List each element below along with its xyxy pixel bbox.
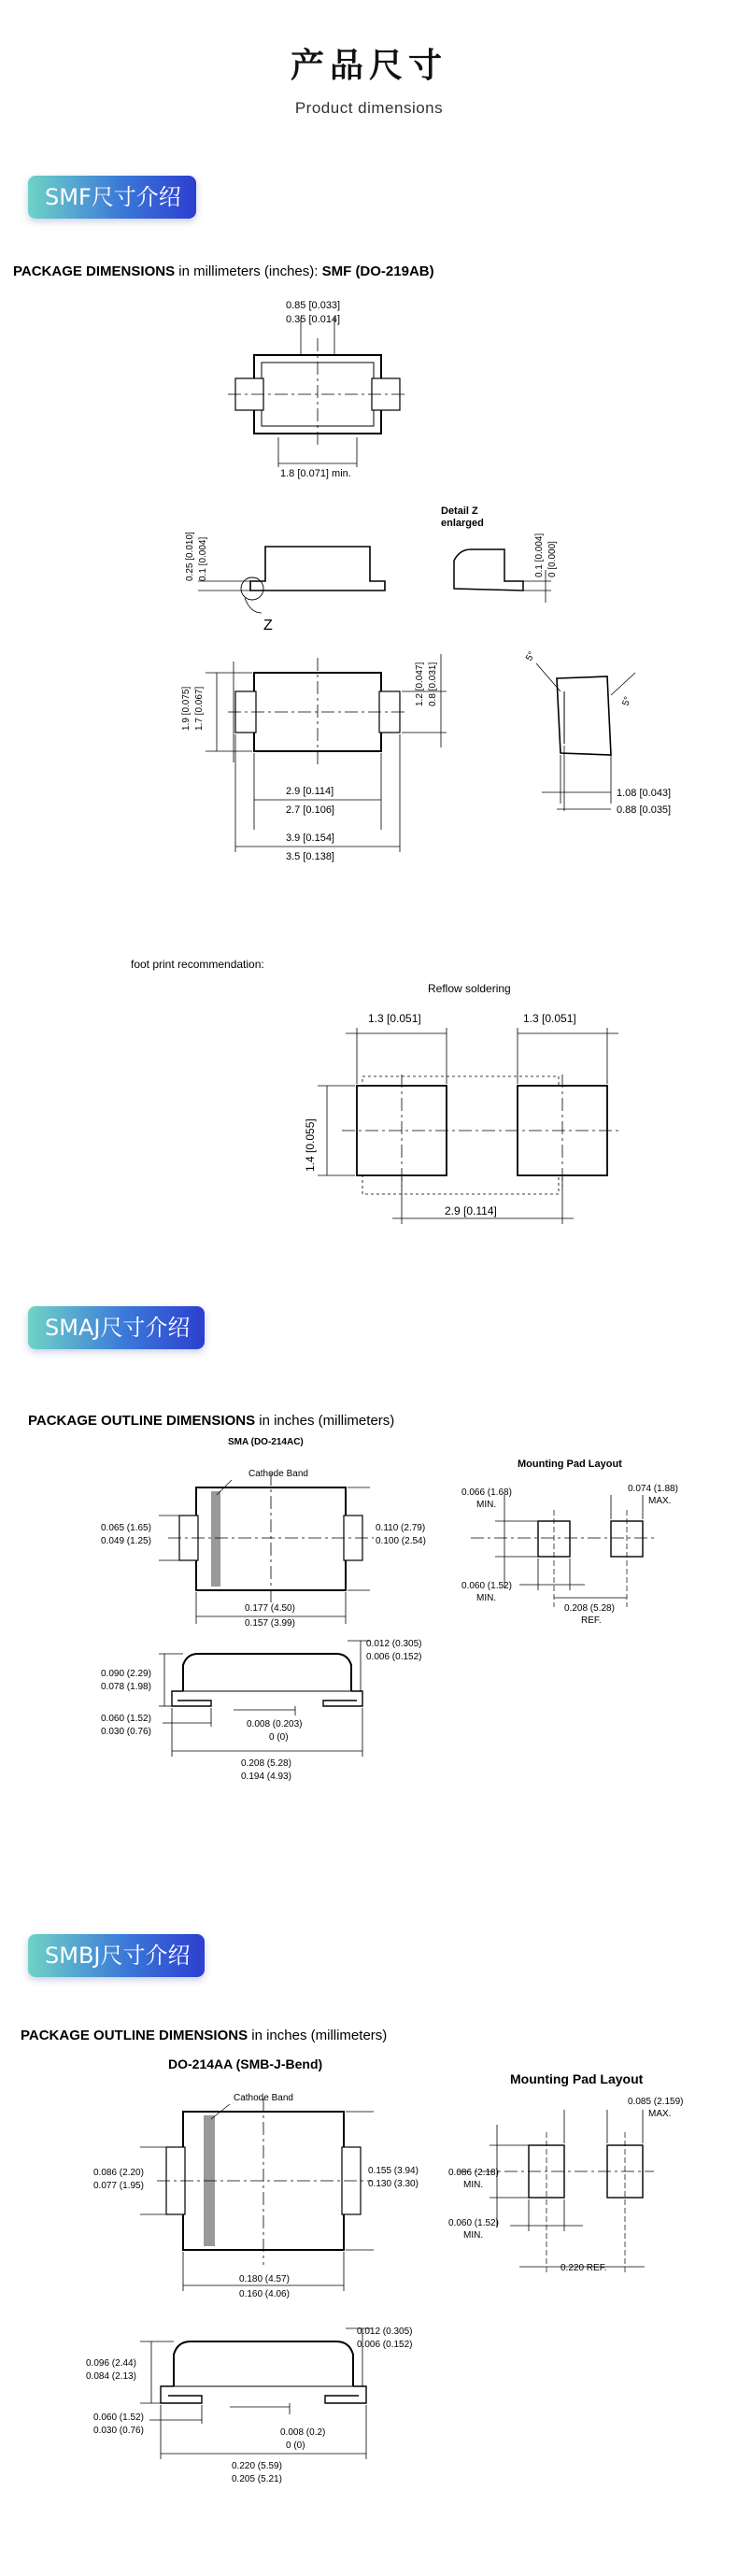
- smf-dim-108: 1.08 [0.043]: [617, 788, 672, 799]
- smf-dim-35: 3.5 [0.138]: [286, 851, 334, 862]
- smf-dim-08: 0.8 [0.031]: [428, 662, 438, 706]
- smaj-heading-normal: in inches (millimeters): [255, 1413, 395, 1429]
- smaj-dim-e2: 0.078 (1.98): [101, 1682, 151, 1692]
- smaj-pad-p4: 0.208 (5.28): [564, 1603, 615, 1614]
- smaj-dim-c2: 0.157 (3.99): [245, 1618, 295, 1629]
- smaj-cathode-label: Cathode Band: [248, 1469, 308, 1479]
- smf-front-view: [206, 654, 447, 852]
- smbj-top-view: [140, 2099, 374, 2291]
- smaj-pad-p4m: REF.: [581, 1615, 602, 1626]
- smbj-dim-h1: 0.220 (5.59): [232, 2461, 282, 2471]
- smf-dim-085: 0.85 [0.033]: [286, 300, 341, 311]
- smaj-heading-bold: PACKAGE OUTLINE DIMENSIONS: [28, 1413, 256, 1429]
- smaj-pad-p3: 0.060 (1.52): [461, 1581, 512, 1591]
- smbj-pad-p2m: MIN.: [463, 2180, 484, 2190]
- smaj-dim-g2: 0 (0): [269, 1732, 289, 1743]
- smaj-pad-p1m: MIN.: [476, 1500, 497, 1510]
- smbj-drawing: [0, 2044, 738, 2549]
- smf-dim-27: 2.7 [0.106]: [286, 804, 334, 816]
- smbj-dim-d2: 0.006 (0.152): [357, 2340, 413, 2350]
- smaj-pad-title: Mounting Pad Layout: [518, 1459, 622, 1470]
- smbj-dim-h2: 0.205 (5.21): [232, 2474, 282, 2484]
- smbj-dim-f1: 0.060 (1.52): [93, 2412, 144, 2423]
- smf-dim-18: 1.8 [0.071] min.: [280, 468, 351, 479]
- smbj-dim-b2: 0.130 (3.30): [368, 2179, 419, 2189]
- smf-side-view: [198, 547, 551, 613]
- smf-dim-025: 0.25 [0.010]: [185, 532, 195, 581]
- smbj-dim-c1: 0.180 (4.57): [239, 2274, 290, 2284]
- smaj-pad-p3m: MIN.: [476, 1593, 497, 1603]
- smaj-dim-d2: 0.006 (0.152): [366, 1652, 422, 1662]
- smaj-dim-f2: 0.030 (0.76): [101, 1727, 151, 1737]
- smf-dim-12: 1.2 [0.047]: [415, 662, 425, 706]
- smbj-dim-a2: 0.077 (1.95): [93, 2181, 144, 2191]
- smf-dim-088: 0.88 [0.035]: [617, 804, 672, 816]
- smaj-dim-e1: 0.090 (2.29): [101, 1669, 151, 1679]
- smf-detail-title: Detail Z: [441, 505, 478, 517]
- smf-section-badge: SMF尺寸介绍: [28, 176, 196, 219]
- smf-reflow-label: Reflow soldering: [428, 982, 511, 995]
- smaj-dim-h1: 0.208 (5.28): [241, 1758, 291, 1769]
- smf-dim-19: 1.9 [0.075]: [181, 686, 192, 731]
- fp-left-width: 1.3 [0.051]: [368, 1012, 421, 1025]
- smf-heading-package: SMF (DO-219AB): [321, 263, 434, 279]
- smaj-pad-p1: 0.066 (1.68): [461, 1487, 512, 1498]
- smbj-pad-p3: 0.060 (1.52): [448, 2218, 499, 2228]
- smbj-heading: [21, 2028, 387, 2043]
- smbj-pad-p4: 0.220 REF.: [561, 2263, 607, 2273]
- smf-heading: [13, 263, 434, 279]
- smf-heading-normal: in millimeters (inches):: [175, 263, 322, 279]
- smf-dim-17: 1.7 [0.067]: [194, 686, 205, 731]
- smf-footprint-label: foot print recommendation:: [131, 958, 264, 971]
- smaj-top-view: [159, 1473, 374, 1624]
- smbj-dim-g2: 0 (0): [286, 2441, 305, 2451]
- smbj-section-badge: SMBJ尺寸介绍: [28, 1934, 205, 1977]
- smbj-heading-normal: in inches (millimeters): [248, 2028, 388, 2043]
- smaj-dim-a1: 0.065 (1.65): [101, 1523, 151, 1533]
- smbj-cathode-label: Cathode Band: [234, 2093, 293, 2103]
- smf-dim-29a: 2.9 [0.114]: [286, 786, 334, 797]
- smaj-dim-g1: 0.008 (0.203): [247, 1719, 303, 1729]
- fp-right-width: 1.3 [0.051]: [523, 1012, 576, 1025]
- smbj-package-name: DO-214AA (SMB-J-Bend): [168, 2057, 323, 2071]
- fp-height: 1.4 [0.055]: [304, 1118, 317, 1172]
- smf-detail-z-label: Z: [263, 618, 273, 633]
- smf-detail-sub: enlarged: [441, 518, 484, 529]
- smbj-pad-p1m: MAX.: [648, 2109, 672, 2119]
- smaj-side-view: [159, 1641, 370, 1757]
- smaj-dim-d1: 0.012 (0.305): [366, 1639, 422, 1649]
- smf-dim-39: 3.9 [0.154]: [286, 833, 334, 844]
- smaj-section-badge: SMAJ尺寸介绍: [28, 1306, 205, 1349]
- smaj-pad-p2: 0.074 (1.88): [628, 1484, 678, 1494]
- smaj-dim-c1: 0.177 (4.50): [245, 1603, 295, 1614]
- smbj-dim-f2: 0.030 (0.76): [93, 2426, 144, 2436]
- smbj-dim-d1: 0.012 (0.305): [357, 2327, 413, 2337]
- smaj-package-name: SMA (DO-214AC): [228, 1437, 304, 1447]
- smbj-dim-b1: 0.155 (3.94): [368, 2166, 419, 2176]
- smbj-pad-p1: 0.085 (2.159): [628, 2097, 684, 2107]
- smf-top-view: [228, 318, 407, 467]
- smf-dim-01a: 0.1 [0.004]: [198, 536, 208, 581]
- smbj-dim-e1: 0.096 (2.44): [86, 2358, 136, 2369]
- smbj-side-view: [140, 2328, 372, 2459]
- smbj-pad-title: Mounting Pad Layout: [510, 2071, 644, 2086]
- smbj-dim-e2: 0.084 (2.13): [86, 2371, 136, 2382]
- smf-angle-2: 5°: [620, 695, 634, 708]
- smf-dim-0: 0 [0.000]: [547, 541, 558, 577]
- smbj-dim-a1: 0.086 (2.20): [93, 2168, 144, 2178]
- smf-footprint-drawing: [318, 1028, 620, 1224]
- smf-drawing: [0, 280, 738, 1252]
- smaj-dim-b2: 0.100 (2.54): [376, 1536, 426, 1546]
- smaj-pad-p2m: MAX.: [648, 1496, 672, 1506]
- smaj-dim-h2: 0.194 (4.93): [241, 1772, 291, 1782]
- smf-heading-bold: PACKAGE DIMENSIONS: [13, 263, 176, 279]
- smbj-pad-p3m: MIN.: [463, 2230, 484, 2241]
- fp-gap: 2.9 [0.114]: [445, 1204, 497, 1217]
- smbj-pad-p2: 0.086 (2.18): [448, 2168, 499, 2178]
- page-title: 产品尺寸: [290, 47, 447, 85]
- smbj-heading-bold: PACKAGE OUTLINE DIMENSIONS: [21, 2028, 248, 2043]
- smf-dim-035: 0.35 [0.014]: [286, 314, 341, 325]
- smbj-pad-layout: [458, 2110, 654, 2272]
- smf-angle-1: 5°: [524, 649, 538, 663]
- smbj-dim-g1: 0.008 (0.2): [280, 2427, 326, 2438]
- smaj-dim-a2: 0.049 (1.25): [101, 1536, 151, 1546]
- smaj-dim-b1: 0.110 (2.79): [376, 1523, 426, 1533]
- smbj-dim-c2: 0.160 (4.06): [239, 2289, 290, 2299]
- smaj-drawing: [0, 1430, 738, 1822]
- smaj-heading: [28, 1413, 394, 1429]
- smaj-dim-f1: 0.060 (1.52): [101, 1714, 151, 1724]
- smf-dim-01b: 0.1 [0.004]: [534, 533, 545, 577]
- page-subtitle: Product dimensions: [294, 99, 444, 117]
